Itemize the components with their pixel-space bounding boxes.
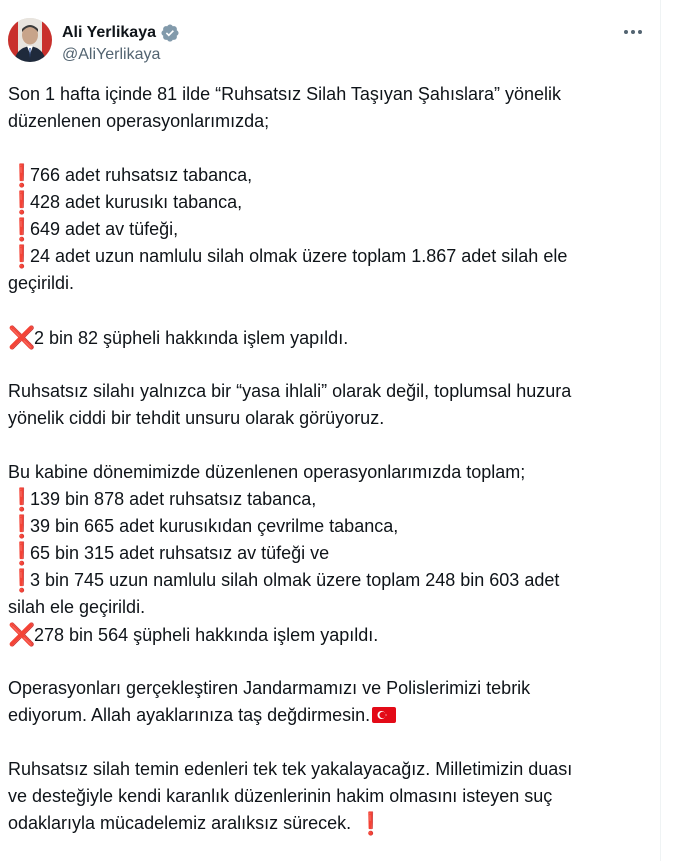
tweet-line (8, 540, 658, 567)
tweet-line-text: 766 adet ruhsatsız tabanca, (30, 165, 253, 185)
tweet-line-text: ve desteğiyle kendi karanlık düzenlerinin hakim olmasını isteyen suç (8, 786, 553, 806)
tweet-line-text: Operasyonları gerçekleştiren Jandarmamızı ve Polislerimizi tebrik (8, 678, 531, 698)
tweet-line-text: 39 bin 665 adet kurusıkıdan çevrilme tabanca, (30, 516, 399, 536)
paragraph-gap (8, 432, 658, 459)
tweet-line (8, 675, 658, 702)
tweet-line (8, 621, 658, 648)
author-display-name[interactable]: Ali Yerlikaya (62, 24, 156, 41)
tweet-line (8, 405, 658, 432)
tweet-header (8, 14, 648, 70)
exclamation-icon: ❗ (8, 487, 36, 512)
tweet-line (8, 567, 658, 594)
tweet-line-text: 2 bin 82 şüpheli hakkında işlem yapıldı. (34, 328, 349, 348)
exclamation-icon: ❗ (8, 190, 36, 215)
exclamation-icon: ❗ (8, 514, 36, 539)
tweet-line (8, 162, 658, 189)
tweet-line (8, 189, 658, 216)
paragraph-gap (8, 351, 658, 378)
tweet-line-text: 278 bin 564 şüpheli hakkında işlem yapıldı. (34, 625, 379, 645)
paragraph-gap (8, 135, 658, 162)
turkey-flag-icon (372, 707, 396, 723)
tweet-line (8, 513, 658, 540)
tweet-line-text: Bu kabine dönemimizde düzenlenen operasyonlarımızda toplam; (8, 462, 526, 482)
avatar[interactable] (8, 18, 52, 62)
column-divider (660, 0, 661, 861)
exclamation-icon: ❗ (8, 244, 36, 269)
exclamation-icon: ❗ (8, 163, 36, 188)
tweet-line (8, 810, 658, 837)
cross-mark-icon: ❌ (8, 325, 36, 350)
tweet-line (8, 378, 658, 405)
tweet-line-text: yönelik ciddi bir tehdit unsuru olarak görüyoruz. (8, 408, 385, 428)
tweet-line (8, 702, 658, 729)
tweet-line-text: Ruhsatsız silahı yalnızca bir “yasa ihlali” olarak değil, toplumsal huzura (8, 381, 572, 401)
tweet-line-text: ediyorum. Allah ayaklarınıza taş değdirmesin. (8, 705, 371, 725)
cross-mark-icon: ❌ (8, 622, 36, 647)
more-options-icon[interactable] (618, 20, 648, 44)
paragraph-gap (8, 729, 658, 756)
avatar-image (8, 18, 52, 62)
tweet-line (8, 594, 658, 621)
tweet-line-text: geçirildi. (8, 273, 75, 293)
tweet-line (8, 459, 658, 486)
tweet-line (8, 756, 658, 783)
paragraph-gap (8, 648, 658, 675)
tweet-line-text: odaklarıyla mücadelemiz aralıksız sürecek. (8, 813, 352, 833)
paragraph-gap (8, 297, 658, 324)
exclamation-icon: ❗ (8, 217, 36, 242)
exclamation-icon: ❗ (357, 811, 385, 836)
tweet-line-text: Son 1 hafta içinde 81 ilde “Ruhsatsız Silah Taşıyan Şahıslara” yönelik (8, 84, 561, 104)
tweet-line-text: silah ele geçirildi. (8, 597, 146, 617)
tweet-line-text: 65 bin 315 adet ruhsatsız av tüfeği ve (30, 543, 330, 563)
tweet-line (8, 108, 658, 135)
tweet-line (8, 81, 658, 108)
tweet-line (8, 783, 658, 810)
tweet-line-text: 3 bin 745 uzun namlulu silah olmak üzere toplam 248 bin 603 adet (30, 570, 560, 590)
tweet-line (8, 243, 658, 270)
verified-badge-icon[interactable] (160, 23, 180, 43)
tweet-line (8, 324, 658, 351)
exclamation-icon: ❗ (8, 541, 36, 566)
tweet-line-text: Ruhsatsız silah temin edenleri tek tek yakalayacağız. Milletimizin duası (8, 759, 573, 779)
tweet-line-text: 139 bin 878 adet ruhsatsız tabanca, (30, 489, 317, 509)
author-handle[interactable]: @AliYerlikaya (62, 46, 161, 63)
tweet-line-text: 428 adet kurusıkı tabanca, (30, 192, 243, 212)
exclamation-icon: ❗ (8, 568, 36, 593)
tweet-line (8, 486, 658, 513)
tweet-text (8, 81, 658, 837)
tweet-line-text: 24 adet uzun namlulu silah olmak üzere toplam 1.867 adet silah ele (30, 246, 568, 266)
tweet-line-text: 649 adet av tüfeği, (30, 219, 179, 239)
tweet-line-text: düzenlenen operasyonlarımızda; (8, 111, 270, 131)
tweet-line (8, 216, 658, 243)
tweet-line (8, 270, 658, 297)
